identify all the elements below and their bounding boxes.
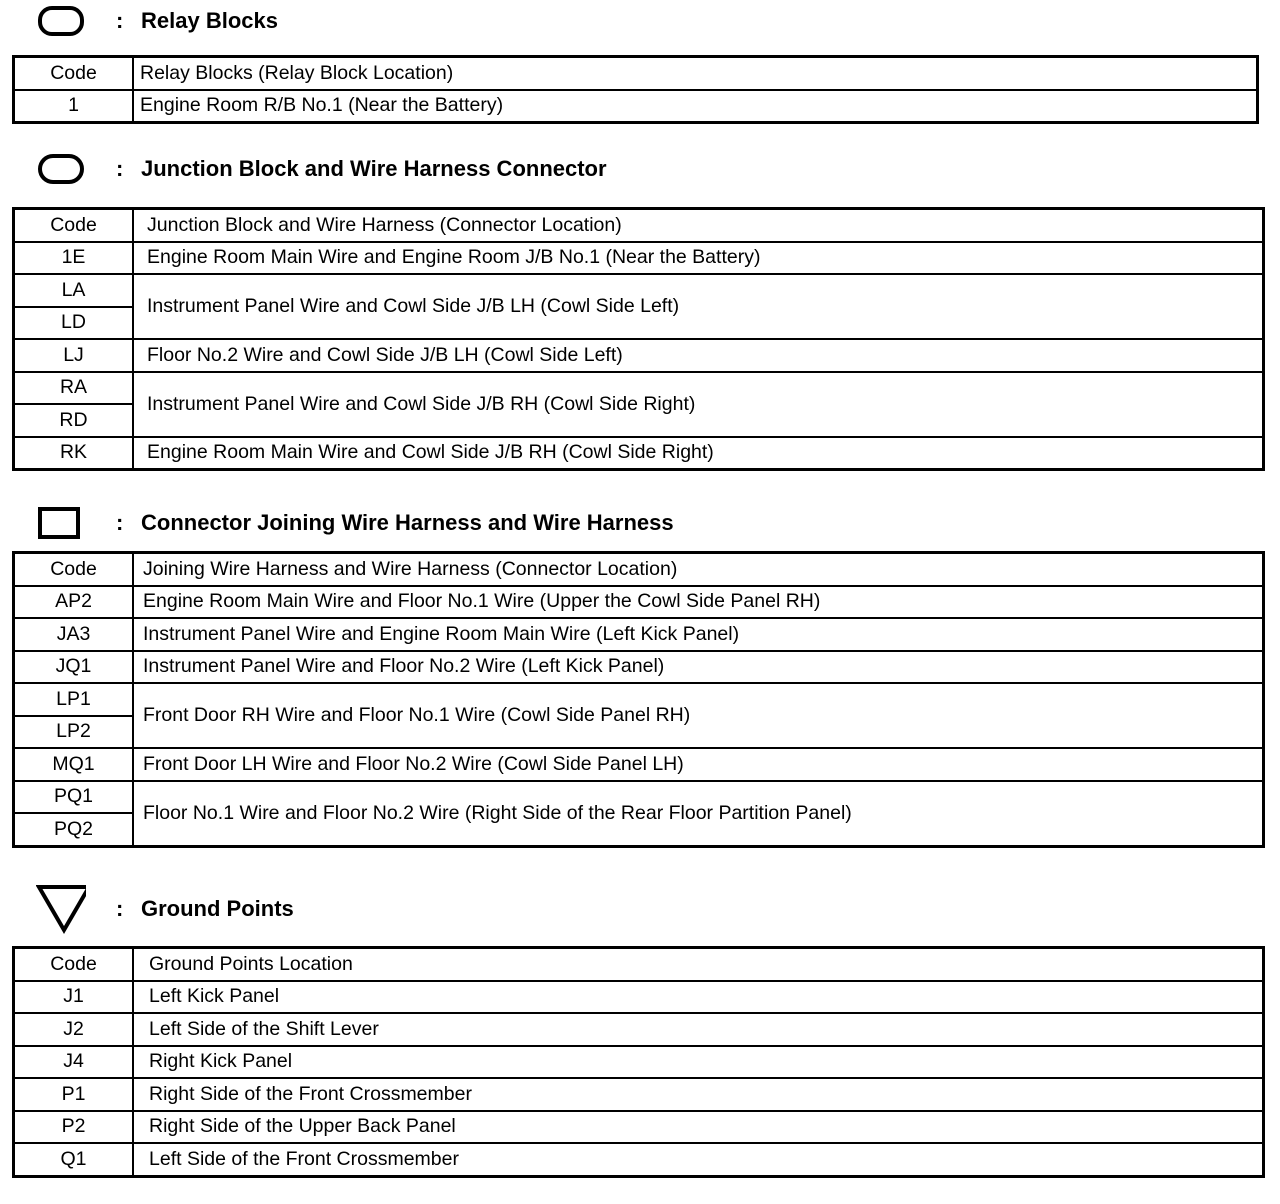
table-row (14, 618, 1264, 651)
row-description: Engine Room Main Wire and Cowl Side J/B RH (Cowl Side Right) (133, 437, 1264, 470)
section-heading (36, 889, 294, 929)
table-row (14, 437, 1264, 470)
colon: : (116, 896, 124, 921)
header-code: Code (14, 209, 134, 242)
table-row (14, 586, 1264, 619)
header-code: Code (14, 57, 134, 90)
row-code: PQ1 (14, 781, 134, 814)
row-description: Left Side of the Front Crossmember (133, 1143, 1264, 1176)
legend-table (12, 946, 1265, 1178)
row-code: LJ (14, 339, 134, 372)
row-description: Right Kick Panel (133, 1046, 1264, 1079)
row-code: 1E (14, 242, 134, 275)
table-row (14, 781, 1264, 814)
header-description: Ground Points Location (133, 948, 1264, 981)
header-description: Relay Blocks (Relay Block Location) (133, 57, 1258, 90)
oval-icon (36, 151, 86, 187)
row-code: RK (14, 437, 134, 470)
table-row (14, 1143, 1264, 1176)
section-heading (36, 149, 607, 189)
row-code: J4 (14, 1046, 134, 1079)
row-description: Instrument Panel Wire and Cowl Side J/B RH (Cowl Side Right) (133, 372, 1264, 437)
row-code: P1 (14, 1078, 134, 1111)
table-row (14, 683, 1264, 716)
legend-table (12, 551, 1265, 848)
row-description: Floor No.1 Wire and Floor No.2 Wire (Right Side of the Rear Floor Partition Panel) (133, 781, 1264, 847)
section-heading (36, 503, 674, 543)
table-header-row (14, 209, 1264, 242)
row-description: Right Side of the Front Crossmember (133, 1078, 1264, 1111)
row-code: RD (14, 404, 134, 437)
legend-table (12, 55, 1259, 124)
header-description: Junction Block and Wire Harness (Connector Location) (133, 209, 1264, 242)
legend-table (12, 207, 1265, 471)
row-description: Instrument Panel Wire and Engine Room Main Wire (Left Kick Panel) (133, 618, 1264, 651)
table-row (14, 1078, 1264, 1111)
row-code: JQ1 (14, 651, 134, 684)
colon: : (116, 510, 124, 535)
table-row (14, 339, 1264, 372)
header-description: Joining Wire Harness and Wire Harness (Connector Location) (133, 553, 1264, 586)
row-code: 1 (14, 90, 134, 123)
colon: : (116, 156, 124, 181)
header-code: Code (14, 948, 134, 981)
table-row (14, 1046, 1264, 1079)
row-code: MQ1 (14, 748, 134, 781)
row-code: RA (14, 372, 134, 405)
row-code: J2 (14, 1013, 134, 1046)
section-title: Connector Joining Wire Harness and Wire Harness (141, 510, 674, 535)
triangle-down-icon (36, 891, 86, 927)
table-row (14, 1013, 1264, 1046)
row-description: Engine Room Main Wire and Engine Room J/B No.1 (Near the Battery) (133, 242, 1264, 275)
table-row (14, 274, 1264, 307)
section-title: Relay Blocks (141, 8, 278, 33)
section-title: Junction Block and Wire Harness Connector (141, 156, 607, 181)
table-row (14, 372, 1264, 405)
row-description: Front Door LH Wire and Floor No.2 Wire (Cowl Side Panel LH) (133, 748, 1264, 781)
table-row (14, 90, 1258, 123)
row-code: J1 (14, 981, 134, 1014)
header-code: Code (14, 553, 134, 586)
row-code: JA3 (14, 618, 134, 651)
table-row (14, 1111, 1264, 1144)
row-description: Right Side of the Upper Back Panel (133, 1111, 1264, 1144)
table-header-row (14, 948, 1264, 981)
row-code: LP2 (14, 716, 134, 749)
row-code: LP1 (14, 683, 134, 716)
section-heading (36, 1, 278, 41)
row-description: Engine Room Main Wire and Floor No.1 Wire (Upper the Cowl Side Panel RH) (133, 586, 1264, 619)
square-icon (36, 505, 86, 541)
row-code: Q1 (14, 1143, 134, 1176)
table-row (14, 651, 1264, 684)
row-description: Left Kick Panel (133, 981, 1264, 1014)
row-description: Front Door RH Wire and Floor No.1 Wire (Cowl Side Panel RH) (133, 683, 1264, 748)
row-description: Instrument Panel Wire and Cowl Side J/B LH (Cowl Side Left) (133, 274, 1264, 339)
row-description: Floor No.2 Wire and Cowl Side J/B LH (Cowl Side Left) (133, 339, 1264, 372)
row-description: Left Side of the Shift Lever (133, 1013, 1264, 1046)
rounded-rect-icon (36, 3, 86, 39)
table-header-row (14, 553, 1264, 586)
table-row (14, 242, 1264, 275)
table-header-row (14, 57, 1258, 90)
table-row (14, 748, 1264, 781)
row-code: AP2 (14, 586, 134, 619)
section-title: Ground Points (141, 896, 294, 921)
row-code: PQ2 (14, 813, 134, 846)
row-description: Engine Room R/B No.1 (Near the Battery) (133, 90, 1258, 123)
colon: : (116, 8, 124, 33)
row-code: LD (14, 307, 134, 340)
row-code: LA (14, 274, 134, 307)
table-row (14, 981, 1264, 1014)
row-code: P2 (14, 1111, 134, 1144)
row-description: Instrument Panel Wire and Floor No.2 Wire (Left Kick Panel) (133, 651, 1264, 684)
